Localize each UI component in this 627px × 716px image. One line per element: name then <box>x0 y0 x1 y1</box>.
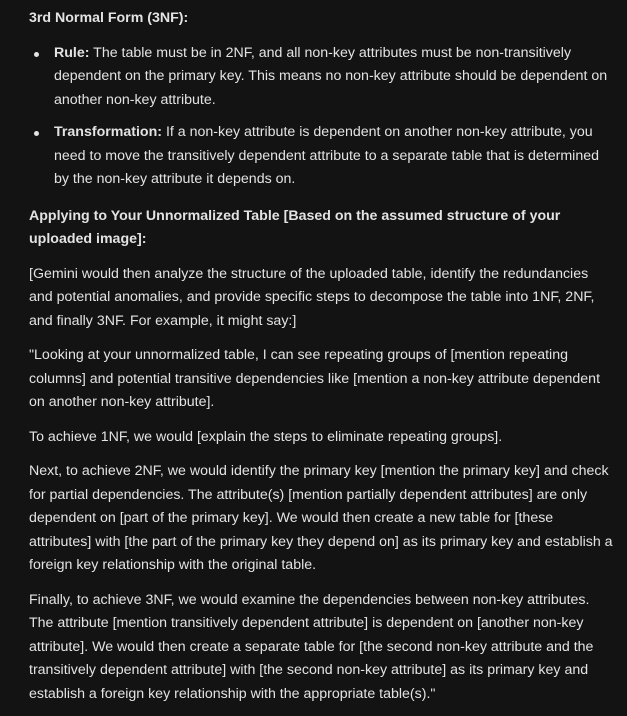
paragraph-1nf: To achieve 1NF, we would [explain the steps to eliminate repeating groups]. <box>29 428 503 445</box>
bullet-icon <box>34 52 39 57</box>
paragraph-intro: [Gemini would then analyze the structure of the uploaded table, identify the redundancies and potential anomalies, and provide specific steps to decompose the table into 1NF, 2NF, and finally 3NF. For example, it might say:] <box>29 265 595 329</box>
paragraph-looking: "Looking at your unnormalized table, I can see repeating groups of [mention repeating columns] and potential transitive dependencies like [mention a non-key attribute dependent on another non-key attribute]. <box>29 347 601 410</box>
paragraph-2nf: Next, to achieve 2NF, we would identify the primary key [mention the primary key] and check for partial dependencies. The attribute(s) [mention partially dependent attributes] are only dependent on [part of the primary key]. We would then create a new table for [these attributes] with [the part of the primary key they depend on] as its primary key and establish a foreign key relationship with the original table. <box>29 463 613 573</box>
list-item-transformation <box>29 121 613 192</box>
list-item-term: Rule: <box>54 44 90 61</box>
rules-list <box>29 42 613 192</box>
paragraph-3nf: Finally, to achieve 3NF, we would examine the dependencies between non-key attributes. The attribute [mention transitively dependent attribute] is dependent on [another non-key attribute]. We would then create a separate table for [the second non-key attribute and the transitively dependent attribute] with [the second non-key attribute] as its primary key and establish a foreign key relationship with the appropriate table(s)." <box>29 591 594 702</box>
applying-title: Applying to Your Unnormalized Table [Based on the assumed structure of your uploaded image]: <box>29 207 561 247</box>
list-item-rule <box>29 42 613 113</box>
list-item-text: The table must be in 2NF, and all non-key attributes must be non-transitively dependent on the primary key. This means no non-key attribute should be dependent on another non-key attribute. <box>54 44 608 108</box>
section-heading-3nf: 3rd Normal Form (3NF): <box>29 10 189 26</box>
list-item-text: If a non-key attribute is dependent on another non-key attribute, you need to move the transitively dependent attribute to a separate table that is determined by the non-key attribute it depends on. <box>54 124 599 187</box>
bullet-icon <box>34 131 39 136</box>
list-item-term: Transformation: <box>54 124 162 140</box>
